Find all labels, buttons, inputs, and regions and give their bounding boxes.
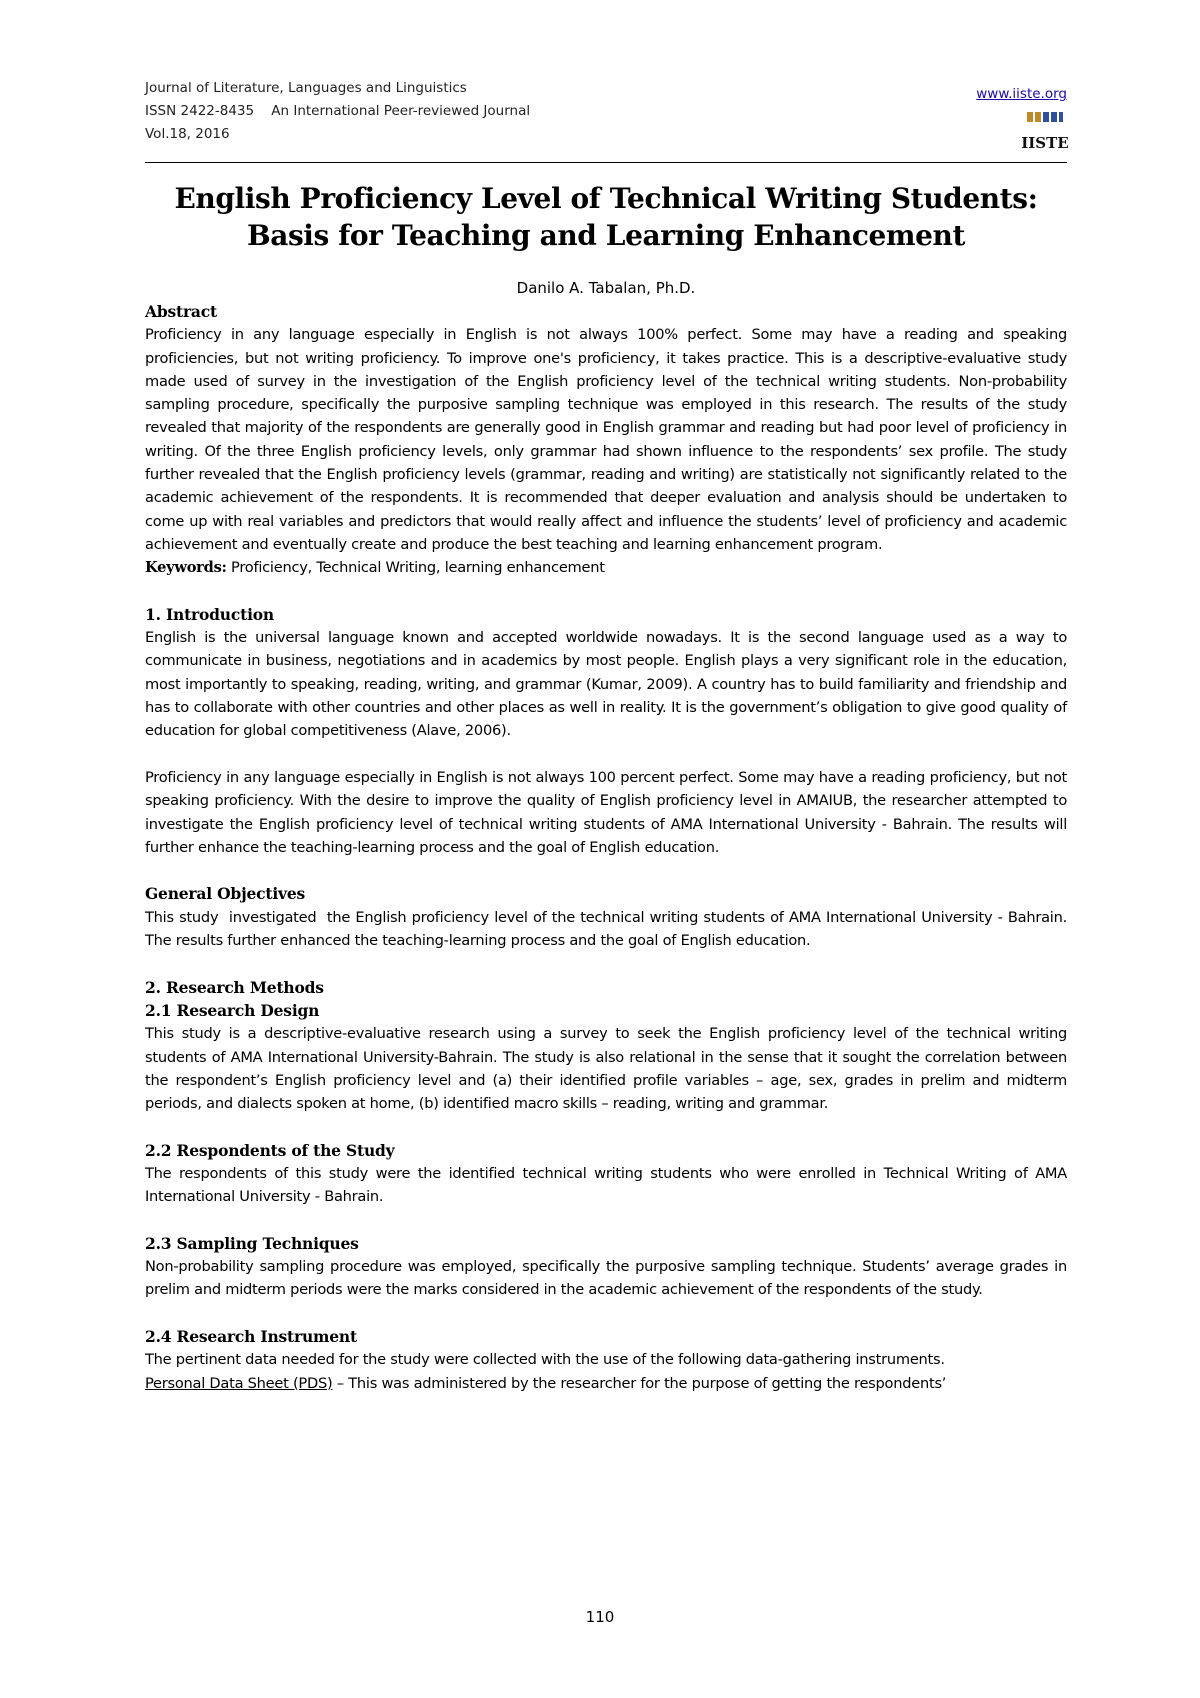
keywords-line [145, 556, 1067, 579]
header-rule [145, 162, 1067, 163]
design-heading: 2.1 Research Design [145, 1000, 320, 1020]
intro-heading: 1. Introduction [145, 604, 274, 624]
sampling-heading: 2.3 Sampling Techniques [145, 1233, 359, 1253]
intro-paragraph-1: English is the universal language known and accepted worldwide nowadays. It is the second language used as a way to communicate in business, negotiations and in academics by most people. English plays a very significant role in the education, most importantly to speaking, reading, writing, and grammar (Kumar, 2009). A country has to build familiarity and friendship and has to collaborate with other countries and other places as well in reality. It is the government’s obligation to give good quality of education for global competitiveness (Alave, 2006). [145, 629, 1067, 740]
pds-text: – This was administered by the researcher for the purpose of getting the respondents’ [332, 1374, 947, 1392]
journal-issn: ISSN 2422-8435 An International Peer-reviewed Journal [145, 103, 531, 119]
respondents-heading: 2.2 Respondents of the Study [145, 1140, 395, 1160]
journal-name: Journal of Literature, Languages and Linguistics [145, 80, 467, 96]
iiste-logo [1021, 110, 1069, 154]
design-text: This study is a descriptive-evaluative research using a survey to seek the English proficiency level of the technical writing students of AMA International University-Bahrain. The study is also relational in the sense that it sought the correlation between the respondent’s English proficiency level and (a) their identified profile variables – age, sex, grades in prelim and midterm periods, and dialects spoken at home, (b) identified macro skills – reading, writing and grammar. [145, 1025, 1067, 1113]
objectives-text: This study investigated the English proficiency level of the technical writing students of AMA International University - Bahrain. The results further enhanced the teaching-learning process and the goal of English education. [145, 908, 1072, 950]
pds-line [145, 1372, 1067, 1395]
respondents-text: The respondents of this study were the identified technical writing students who were enrolled in Technical Writing of AMA International University - Bahrain. [145, 1164, 1067, 1206]
methods-heading: 2. Research Methods [145, 977, 324, 997]
objectives-heading: General Objectives [145, 884, 306, 904]
paper-author: Danilo A. Tabalan, Ph.D. [516, 279, 696, 297]
logo-text: IISTE [1021, 134, 1069, 152]
paper-title: English Proficiency Level of Technical Writing Students: Basis for Teaching and Learning Enhancement [174, 182, 1038, 252]
keywords-label: Keywords: [145, 559, 227, 577]
abstract-heading: Abstract [145, 302, 217, 321]
journal-header [145, 80, 1067, 160]
abstract-text: Proficiency in any language especially in English is not always 100% perfect. Some may have a reading and speaking proficiencies, but not writing proficiency. To improve one's proficiency, it takes practice. This is a descriptive-evaluative study made used of survey in the investigation of the English proficiency level of the technical writing students. Non-probability sampling procedure, specifically the purposive sampling technique was employed in this research. The results of the study revealed that majority of the respondents are generally good in English grammar and reading but had poor level of proficiency in writing. Of the three English proficiency levels, only grammar had shown influence to the respondents’ sex profile. The study further revealed that the English proficiency levels (grammar, reading and writing) are statistically not significantly related to the academic achievement of the respondents. It is recommended that deeper evaluation and analysis should be undertaken to come up with real variables and predictors that would really affect and influence the students’ level of proficiency and academic achievement and eventually create and produce the best teaching and learning enhancement program. [145, 326, 1067, 553]
page-number: 110 [585, 1608, 615, 1626]
keywords-value: Proficiency, Technical Writing, learning enhancement [226, 559, 605, 577]
pds-label: Personal Data Sheet (PDS) [145, 1374, 333, 1392]
instrument-text: The pertinent data needed for the study were collected with the use of the following data-gathering instruments. [145, 1351, 945, 1369]
instrument-heading: 2.4 Research Instrument [145, 1327, 357, 1347]
paper-body [145, 300, 1072, 1395]
intro-paragraph-2: Proficiency in any language especially in English is not always 100 percent perfect. Some may have a reading proficiency, but not speaking proficiency. With the desire to improve the quality of English proficiency level in AMAIUB, the researcher attempted to investigate the English proficiency level of technical writing students of AMA International University - Bahrain. The results will further enhance the teaching-learning process and the goal of English education. [145, 768, 1067, 856]
journal-volume: Vol.18, 2016 [145, 126, 230, 142]
journal-url-link[interactable]: www.iiste.org [976, 86, 1067, 102]
sampling-text: Non-probability sampling procedure was employed, specifically the purposive sampling technique. Students’ average grades in prelim and midterm periods were the marks considered in the academic achievement of the respondents of the study. [145, 1258, 1067, 1299]
